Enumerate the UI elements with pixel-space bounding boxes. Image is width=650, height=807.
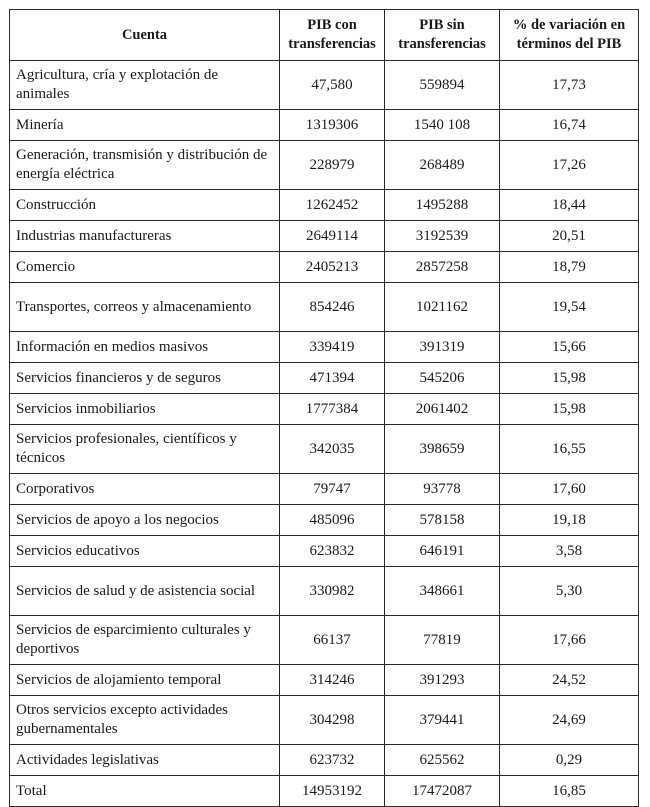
cell-pib-sin: 2061402 bbox=[385, 394, 500, 425]
cell-cuenta: Servicios de apoyo a los negocios bbox=[10, 505, 280, 536]
cell-pib-con: 2649114 bbox=[280, 221, 385, 252]
cell-pib-con: 1319306 bbox=[280, 110, 385, 141]
cell-variacion: 18,79 bbox=[500, 252, 639, 283]
cell-cuenta: Servicios inmobiliarios bbox=[10, 394, 280, 425]
cell-variacion: 16,74 bbox=[500, 110, 639, 141]
total-var: 16,85 bbox=[500, 776, 639, 807]
header-pib-sin: PIB sin transferencias bbox=[385, 10, 500, 61]
cell-cuenta: Otros servicios excepto actividades gubernamentales bbox=[10, 696, 280, 745]
cell-variacion: 3,58 bbox=[500, 536, 639, 567]
cell-cuenta: Comercio bbox=[10, 252, 280, 283]
cell-pib-con: 79747 bbox=[280, 474, 385, 505]
cell-variacion: 15,66 bbox=[500, 332, 639, 363]
cell-pib-con: 304298 bbox=[280, 696, 385, 745]
table-row bbox=[10, 567, 639, 616]
cell-pib-con: 66137 bbox=[280, 616, 385, 665]
table-row bbox=[10, 505, 639, 536]
cell-cuenta: Transportes, correos y almacenamiento bbox=[10, 283, 280, 332]
cell-pib-con: 854246 bbox=[280, 283, 385, 332]
cell-variacion: 20,51 bbox=[500, 221, 639, 252]
table-row bbox=[10, 61, 639, 110]
pib-table bbox=[9, 9, 639, 807]
table-row bbox=[10, 616, 639, 665]
cell-variacion: 16,55 bbox=[500, 425, 639, 474]
cell-variacion: 18,44 bbox=[500, 190, 639, 221]
cell-pib-sin: 398659 bbox=[385, 425, 500, 474]
table-row bbox=[10, 190, 639, 221]
cell-pib-sin: 379441 bbox=[385, 696, 500, 745]
cell-cuenta: Servicios de alojamiento temporal bbox=[10, 665, 280, 696]
cell-cuenta: Servicios de esparcimiento culturales y deportivos bbox=[10, 616, 280, 665]
cell-pib-sin: 93778 bbox=[385, 474, 500, 505]
cell-pib-con: 485096 bbox=[280, 505, 385, 536]
cell-variacion: 0,29 bbox=[500, 745, 639, 776]
cell-pib-sin: 391293 bbox=[385, 665, 500, 696]
cell-pib-sin: 1540 108 bbox=[385, 110, 500, 141]
table-row bbox=[10, 665, 639, 696]
cell-variacion: 5,30 bbox=[500, 567, 639, 616]
cell-pib-con: 342035 bbox=[280, 425, 385, 474]
cell-pib-con: 228979 bbox=[280, 141, 385, 190]
cell-pib-con: 330982 bbox=[280, 567, 385, 616]
cell-cuenta: Servicios profesionales, científicos y técnicos bbox=[10, 425, 280, 474]
table-row bbox=[10, 221, 639, 252]
total-sin: 17472087 bbox=[385, 776, 500, 807]
cell-variacion: 17,26 bbox=[500, 141, 639, 190]
cell-cuenta: Industrias manufactureras bbox=[10, 221, 280, 252]
cell-cuenta: Minería bbox=[10, 110, 280, 141]
cell-pib-con: 471394 bbox=[280, 363, 385, 394]
cell-cuenta: Servicios educativos bbox=[10, 536, 280, 567]
cell-pib-con: 623732 bbox=[280, 745, 385, 776]
table-row bbox=[10, 141, 639, 190]
cell-cuenta: Servicios de salud y de asistencia social bbox=[10, 567, 280, 616]
cell-pib-sin: 348661 bbox=[385, 567, 500, 616]
cell-variacion: 24,69 bbox=[500, 696, 639, 745]
cell-variacion: 24,52 bbox=[500, 665, 639, 696]
cell-pib-sin: 545206 bbox=[385, 363, 500, 394]
table-row bbox=[10, 394, 639, 425]
total-label: Total bbox=[10, 776, 280, 807]
cell-pib-con: 339419 bbox=[280, 332, 385, 363]
cell-cuenta: Generación, transmisión y distribución de energía eléctrica bbox=[10, 141, 280, 190]
cell-variacion: 17,60 bbox=[500, 474, 639, 505]
cell-cuenta: Servicios financieros y de seguros bbox=[10, 363, 280, 394]
cell-pib-con: 623832 bbox=[280, 536, 385, 567]
cell-cuenta: Agricultura, cría y explotación de animales bbox=[10, 61, 280, 110]
header-variacion: % de variación en términos del PIB bbox=[500, 10, 639, 61]
table-row bbox=[10, 110, 639, 141]
header-cuenta: Cuenta bbox=[10, 10, 280, 61]
total-con: 14953192 bbox=[280, 776, 385, 807]
cell-pib-con: 2405213 bbox=[280, 252, 385, 283]
cell-pib-sin: 1021162 bbox=[385, 283, 500, 332]
table-row bbox=[10, 252, 639, 283]
cell-cuenta: Construcción bbox=[10, 190, 280, 221]
cell-pib-con: 47,580 bbox=[280, 61, 385, 110]
cell-pib-sin: 578158 bbox=[385, 505, 500, 536]
total-row bbox=[10, 776, 639, 807]
cell-pib-sin: 2857258 bbox=[385, 252, 500, 283]
table-row bbox=[10, 425, 639, 474]
table-row bbox=[10, 332, 639, 363]
cell-variacion: 19,54 bbox=[500, 283, 639, 332]
table-row bbox=[10, 363, 639, 394]
cell-pib-sin: 3192539 bbox=[385, 221, 500, 252]
cell-cuenta: Actividades legislativas bbox=[10, 745, 280, 776]
cell-pib-sin: 268489 bbox=[385, 141, 500, 190]
cell-pib-con: 1262452 bbox=[280, 190, 385, 221]
cell-pib-sin: 1495288 bbox=[385, 190, 500, 221]
table-row bbox=[10, 536, 639, 567]
cell-variacion: 17,73 bbox=[500, 61, 639, 110]
cell-pib-sin: 559894 bbox=[385, 61, 500, 110]
table-row bbox=[10, 745, 639, 776]
cell-pib-sin: 391319 bbox=[385, 332, 500, 363]
table-row bbox=[10, 283, 639, 332]
table-container bbox=[9, 9, 639, 807]
cell-pib-sin: 646191 bbox=[385, 536, 500, 567]
cell-pib-con: 1777384 bbox=[280, 394, 385, 425]
cell-cuenta: Corporativos bbox=[10, 474, 280, 505]
header-row bbox=[10, 10, 639, 61]
cell-pib-sin: 77819 bbox=[385, 616, 500, 665]
table-row bbox=[10, 696, 639, 745]
cell-variacion: 19,18 bbox=[500, 505, 639, 536]
cell-pib-sin: 625562 bbox=[385, 745, 500, 776]
table-row bbox=[10, 474, 639, 505]
cell-variacion: 15,98 bbox=[500, 394, 639, 425]
cell-pib-con: 314246 bbox=[280, 665, 385, 696]
cell-variacion: 17,66 bbox=[500, 616, 639, 665]
cell-variacion: 15,98 bbox=[500, 363, 639, 394]
header-pib-con: PIB con transferencias bbox=[280, 10, 385, 61]
cell-cuenta: Información en medios masivos bbox=[10, 332, 280, 363]
table-body bbox=[10, 61, 639, 776]
